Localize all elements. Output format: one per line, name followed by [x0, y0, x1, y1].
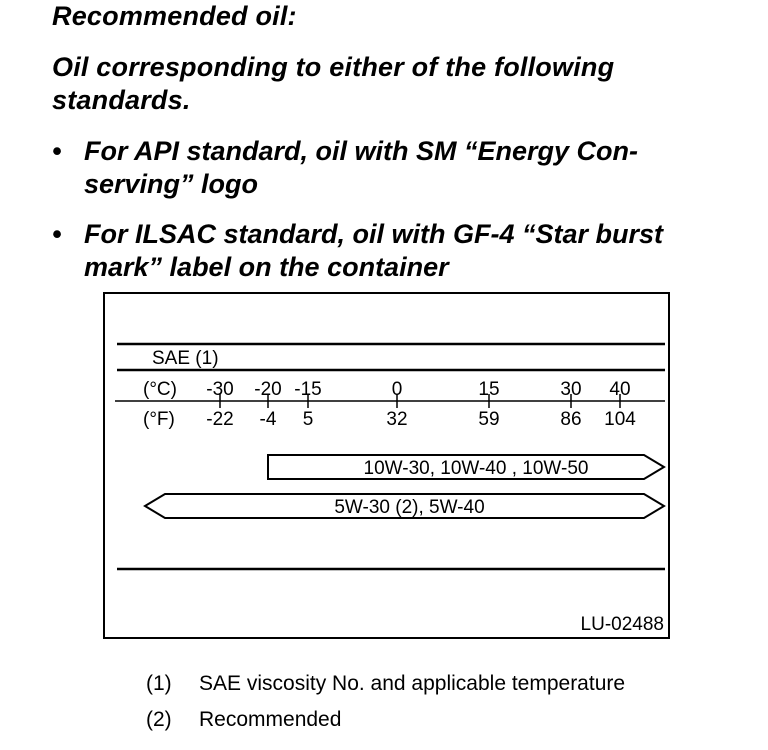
standards-intro-line-2: standards.: [52, 85, 191, 115]
celsius-unit: (°C): [143, 379, 177, 400]
viscosity-chart-svg: [105, 294, 672, 641]
footnote-text: Recommended: [199, 708, 342, 731]
celsius-tick-label: -20: [254, 379, 282, 400]
standards-intro-line-1: Oil corresponding to either of the following: [52, 52, 615, 82]
celsius-tick-label: -30: [206, 379, 234, 400]
fahrenheit-tick-label: 86: [560, 409, 582, 430]
viscosity-range-label: 5W-30 (2), 5W-40: [334, 497, 485, 518]
bullet-text-line-2: serving” logo: [84, 169, 259, 199]
fahrenheit-tick-label: 5: [302, 409, 314, 430]
celsius-tick-label: 30: [560, 379, 582, 400]
bullet-text-line-1: For API standard, oil with SM “Energy Con-: [84, 136, 639, 166]
viscosity-chart: [103, 292, 670, 639]
footnote-number: (1): [146, 672, 172, 695]
celsius-tick-label: 15: [478, 379, 500, 400]
footnote-number: (2): [146, 708, 172, 731]
celsius-tick-label: 40: [609, 379, 631, 400]
celsius-tick-label: -15: [294, 379, 322, 400]
viscosity-ranges: [145, 455, 664, 518]
fahrenheit-unit: (°F): [143, 409, 175, 430]
bullet-text-line-2: mark” label on the container: [84, 252, 449, 282]
bullet-text-line-1: For ILSAC standard, oil with GF-4 “Star burst: [84, 219, 664, 249]
fahrenheit-tick-label: 104: [604, 409, 636, 430]
footnote-text: SAE viscosity No. and applicable temperature: [199, 672, 626, 695]
bullet-marker: •: [52, 136, 62, 166]
fahrenheit-tick-label: -4: [259, 409, 277, 430]
figure-id: LU-02488: [580, 614, 664, 635]
fahrenheit-tick-label: -22: [206, 409, 234, 430]
sae-label: SAE (1): [152, 348, 219, 369]
viscosity-range-label: 10W-30, 10W-40 , 10W-50: [363, 458, 589, 479]
fahrenheit-tick-label: 32: [386, 409, 408, 430]
fahrenheit-tick-label: 59: [478, 409, 500, 430]
bullet-marker: •: [52, 219, 62, 249]
temperature-ticks: [206, 379, 636, 430]
recommended-oil-heading: Recommended oil:: [52, 1, 297, 31]
celsius-tick-label: 0: [391, 379, 403, 400]
